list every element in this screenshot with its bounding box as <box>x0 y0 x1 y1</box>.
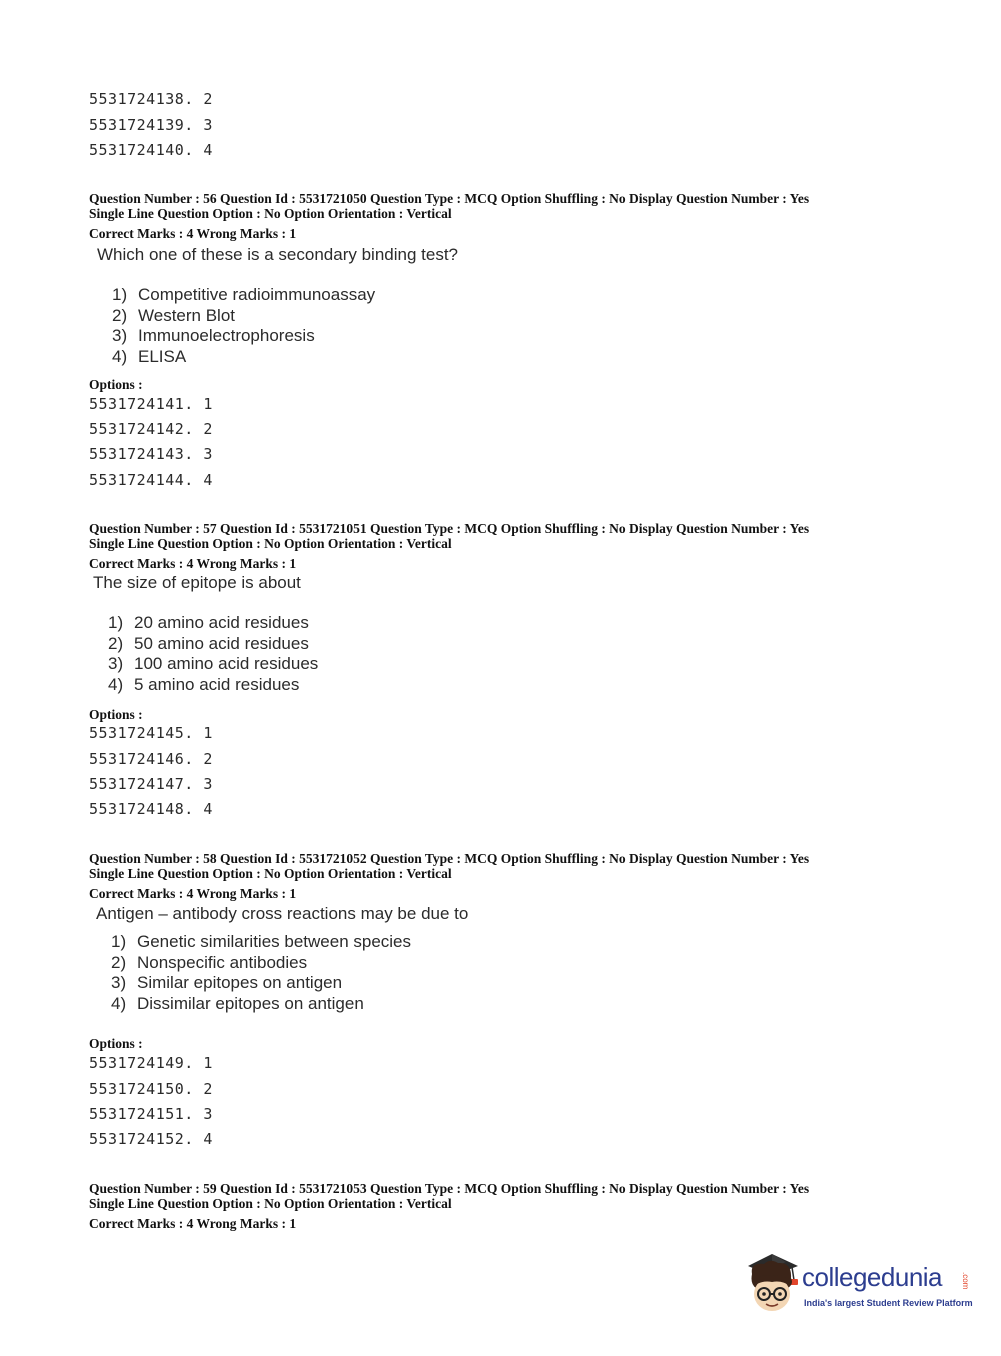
question-meta: Question Number : 57 Question Id : 5531721051 Question Type : MCQ Option Shuffling : No Display Question Number : Yes <box>89 521 810 536</box>
question-meta: Question Number : 58 Question Id : 5531721052 Question Type : MCQ Option Shuffling : No Display Question Number : Yes <box>89 851 810 866</box>
option-line: 5531724150. 2 <box>89 1080 213 1098</box>
option-line: 5531724138. 2 <box>89 90 213 108</box>
question-marks: Correct Marks : 4 Wrong Marks : 1 <box>89 226 297 241</box>
question-text: Which one of these is a secondary binding test? <box>97 245 458 264</box>
question-text: The size of epitope is about <box>93 573 301 592</box>
choice <box>108 634 309 654</box>
choice <box>112 326 315 346</box>
choice <box>111 973 342 993</box>
choice-text: Western Blot <box>138 306 236 325</box>
option-line: 5531724141. 1 <box>89 395 213 413</box>
choice-number: 4) <box>111 994 127 1013</box>
choice-text: 5 amino acid residues <box>134 675 300 694</box>
choice-number: 2) <box>111 953 127 972</box>
logo-wordmark: collegedunia <box>802 1262 943 1292</box>
choice-text: Competitive radioimmunoassay <box>138 285 376 304</box>
choice <box>108 613 309 633</box>
question-marks: Correct Marks : 4 Wrong Marks : 1 <box>89 1216 297 1231</box>
option-line: 5531724149. 1 <box>89 1054 213 1072</box>
option-line: 5531724148. 4 <box>89 800 213 818</box>
question-meta: Question Number : 56 Question Id : 5531721050 Question Type : MCQ Option Shuffling : No Display Question Number : Yes <box>89 191 810 206</box>
question-meta-line2: Single Line Question Option : No Option Orientation : Vertical <box>89 1196 452 1211</box>
choice-number: 1) <box>108 613 124 632</box>
option-line: 5531724144. 4 <box>89 471 213 489</box>
collegedunia-logo <box>742 1250 972 1320</box>
options-label: Options : <box>89 377 143 392</box>
choice <box>112 285 375 305</box>
choice-text: 100 amino acid residues <box>134 654 319 673</box>
choice-text: Genetic similarities between species <box>137 932 412 951</box>
logo-domain: .com <box>961 1272 970 1290</box>
option-line: 5531724152. 4 <box>89 1130 213 1148</box>
option-line: 5531724143. 3 <box>89 445 213 463</box>
mascot-icon <box>742 1250 804 1316</box>
option-line: 5531724140. 4 <box>89 141 213 159</box>
question-meta-line2: Single Line Question Option : No Option Orientation : Vertical <box>89 866 452 881</box>
choice-number: 3) <box>111 973 127 992</box>
choice <box>108 654 318 674</box>
choice-number: 2) <box>108 634 124 653</box>
choice <box>108 675 299 695</box>
choice <box>111 932 411 952</box>
question-marks: Correct Marks : 4 Wrong Marks : 1 <box>89 886 297 901</box>
choice <box>111 953 307 973</box>
options-label: Options : <box>89 1036 143 1051</box>
choice-number: 4) <box>112 347 128 366</box>
question-marks: Correct Marks : 4 Wrong Marks : 1 <box>89 556 297 571</box>
option-line: 5531724142. 2 <box>89 420 213 438</box>
choice-text: 50 amino acid residues <box>134 634 309 653</box>
choice <box>112 347 186 367</box>
choice-number: 3) <box>108 654 124 673</box>
choice-text: Similar epitopes on antigen <box>137 973 343 992</box>
option-line: 5531724151. 3 <box>89 1105 213 1123</box>
question-text: Antigen – antibody cross reactions may be due to <box>96 904 469 923</box>
choice-number: 1) <box>112 285 128 304</box>
choice-number: 3) <box>112 326 128 345</box>
choice <box>111 994 364 1014</box>
choice-text: 20 amino acid residues <box>134 613 309 632</box>
option-line: 5531724139. 3 <box>89 116 213 134</box>
choice-text: Nonspecific antibodies <box>137 953 308 972</box>
choice-text: ELISA <box>138 347 187 366</box>
logo-tagline: India's largest Student Review Platform <box>804 1298 973 1308</box>
question-meta-line2: Single Line Question Option : No Option Orientation : Vertical <box>89 206 452 221</box>
choice-number: 4) <box>108 675 124 694</box>
choice-number: 2) <box>112 306 128 325</box>
question-meta: Question Number : 59 Question Id : 5531721053 Question Type : MCQ Option Shuffling : No Display Question Number : Yes <box>89 1181 810 1196</box>
choice-text: Dissimilar epitopes on antigen <box>137 994 364 1013</box>
choice <box>112 306 235 326</box>
choice-text: Immunoelectrophoresis <box>138 326 315 345</box>
options-label: Options : <box>89 707 143 722</box>
question-meta-line2: Single Line Question Option : No Option Orientation : Vertical <box>89 536 452 551</box>
option-line: 5531724146. 2 <box>89 750 213 768</box>
choice-number: 1) <box>111 932 127 951</box>
option-line: 5531724145. 1 <box>89 724 213 742</box>
option-line: 5531724147. 3 <box>89 775 213 793</box>
